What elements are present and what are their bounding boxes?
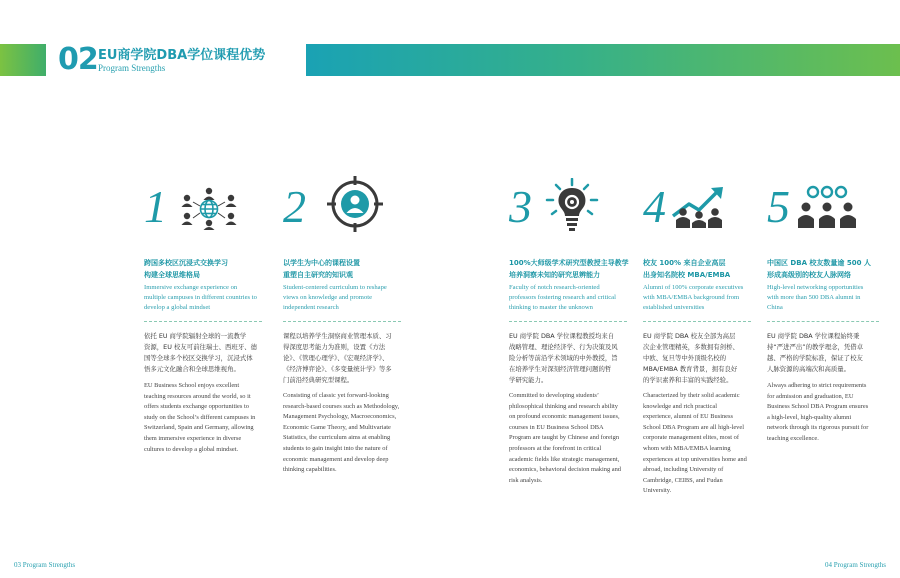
strength-title-en: Student-centered curriculum to reshape views on knowledge and promote independent research bbox=[283, 284, 387, 311]
divider bbox=[509, 321, 627, 322]
strength-number: 4 bbox=[643, 181, 666, 232]
strength-body-cn: 课程以培养学生洞察商业管理本质、习 得深度思考能力为准则，设置《方法 论》、《管理心理学》、《宏观经济学》、 《经济博弈论》、《多变量统计学》等多 门前沿经典研究型课程。 bbox=[283, 332, 392, 384]
global-network-icon bbox=[178, 186, 240, 234]
strength-number: 3 bbox=[509, 181, 532, 232]
strength-title-cn: 以学生为中心的课程设置 重塑自主研究的知识观 bbox=[283, 259, 360, 279]
growth-team-icon bbox=[667, 182, 731, 232]
strength-body-cn: EU 商学院 DBA 学位课程教授均来自 战略管理、理论经济学、行为决策及风 险分析等前沿学术领域的中外教授，旨 在培养学生对深刻经济管理问题的哲 学研究能力。 bbox=[509, 332, 618, 384]
strength-number: 5 bbox=[767, 181, 790, 232]
alumni-group-icon bbox=[797, 184, 857, 232]
section-title: EU商学院DBA学位课程优势 bbox=[98, 48, 266, 63]
strength-body-en: Characterized by their solid academic knowledge and rich practical experience, alumni of EU Business School DBA Program are all high-level corporate management elites, most of whom with MBA/EMBA learning experiences at top universities home and abroad, including University of Cambridge, CEIBS, and Fudan University. bbox=[643, 392, 747, 495]
strength-title-cn: 校友 100% 来自企业高层 出身知名院校 MBA/EMBA bbox=[643, 259, 731, 279]
header-band-right bbox=[306, 44, 900, 76]
strength-title-cn: 100%大师级学术研究型教授主导教学 培养洞察未知的研究思辨能力 bbox=[509, 259, 629, 279]
divider bbox=[643, 321, 751, 322]
strength-body-en: EU Business School enjoys excellent teaching resources around the world, so it offers students exchange opportunities to study on the School’s different campuses in Switzerland, Spain and Germany, allowing them immersive experience in diverse cultures to develop a global mindset. bbox=[144, 382, 256, 453]
strength-number: 1 bbox=[144, 181, 167, 232]
strength-body-en: Always adhering to strict requirements for admission and graduation, EU Business School DBA Program ensures a high-level, high-quality alumni network through its rigorous pursuit for teaching excellence. bbox=[767, 382, 869, 442]
lightbulb-icon bbox=[539, 178, 605, 236]
divider bbox=[144, 321, 262, 322]
strength-title-cn: 跨国多校区沉浸式交换学习 构建全球思维格局 bbox=[144, 259, 228, 279]
header-band-left bbox=[0, 44, 46, 76]
strength-title-en: Alumni of 100% corporate executives with MBA/EMBA background from established universities bbox=[643, 284, 744, 311]
strength-title-en: Faculty of notch research-oriented professors fostering research and critical thinking to master the unknown bbox=[509, 284, 616, 311]
footer-page-right: 04 Program Strengths bbox=[824, 561, 886, 569]
divider bbox=[767, 321, 879, 322]
strength-body-cn: EU 商学院 DBA 校友全部为高层 次企业管理精英，多数拥有剑桥、 中欧、复旦等中外顶级名校的 MBA/EMBA 教育背景，拥有良好 的学识素养和丰富的实践经验。 bbox=[643, 332, 739, 384]
strength-body-cn: EU 商学院 DBA 学位课程始终秉 持“严进严出”的教学理念，凭借卓 越、严格的学院标准，保证了校友 人脉资源的高端次和高质量。 bbox=[767, 332, 864, 373]
strength-body-cn: 依托 EU 商学院辐射全球的一流教学 资源，EU 校友可前往瑞士、西班牙、德 国等全球多个校区交换学习，沉浸式体 悟多元文化融合和全球思维视角。 bbox=[144, 332, 257, 373]
strength-title-cn: 中国区 DBA 校友数量逾 500 人 形成高级别的校友人脉网络 bbox=[767, 259, 871, 279]
section-number: 02 bbox=[58, 42, 98, 77]
strength-title-en: Immersive exchange experience on multiple campuses in different countries to develop a global mindset bbox=[144, 284, 257, 311]
strength-body-en: Consisting of classic yet forward-looking research-based courses such as Methodology, Management Psychology, Macroeconomics, Economic Game Theory, and Multivariate Statistics, the curriculum aims at enabling students to gain insight into the nature of economic management and develop deep thinking capabilities. bbox=[283, 392, 400, 474]
section-subtitle: Program Strengths bbox=[98, 63, 166, 73]
strength-body-en: Committed to developing students’ philosophical thinking and research ability on profound economic management issues, courses in EU Business School DBA Program are taught by Chinese and foreign professors at the forefront in critical academic fields like strategic management, economics, behavioral decision making and risk analysis. bbox=[509, 392, 621, 484]
target-person-icon bbox=[327, 176, 383, 236]
strength-title-en: High-level networking opportunities with more than 500 DBA alumni in China bbox=[767, 284, 864, 311]
divider bbox=[283, 321, 401, 322]
footer-page-left: 03 Program Strengths bbox=[14, 561, 76, 569]
strength-number: 2 bbox=[283, 181, 306, 232]
